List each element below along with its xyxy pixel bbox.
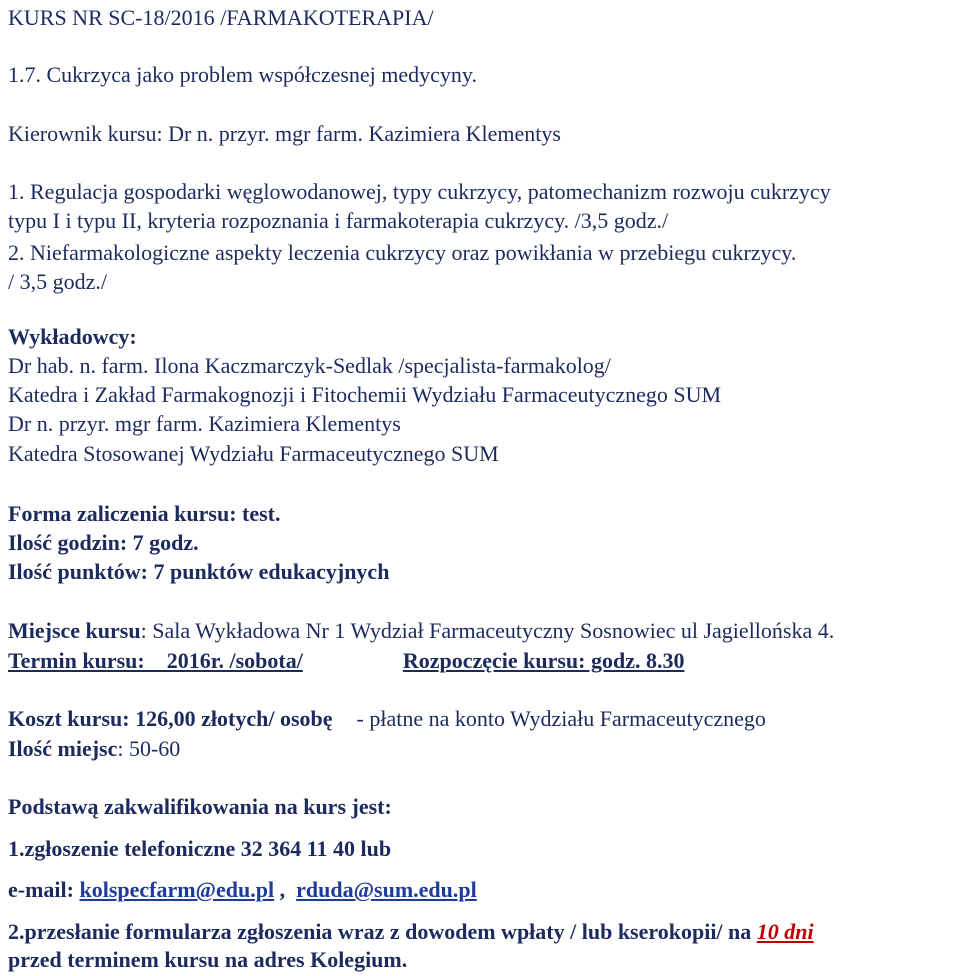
form-line-text: 2.przesłanie formularza zgłoszenia wraz z dowodem wpłaty / lub kserokopii/ na (8, 919, 757, 944)
lecturer-1-unit: Katedra i Zakład Farmakognozji i Fitochemii Wydziału Farmaceutycznego SUM (8, 382, 722, 407)
email-link-rduda[interactable]: rduda@sum.edu.pl (296, 877, 477, 902)
place-value: : Sala Wykładowa Nr 1 Wydział Farmaceutyczny Sosnowiec ul Jagiellońska 4. (140, 618, 835, 643)
hours-count: Ilość godzin: 7 godz. (8, 530, 199, 555)
cost-value: : 126,00 złotych/ osobę (122, 706, 333, 731)
course-title: KURS NR SC-18/2016 /FARMAKOTERAPIA/ (8, 5, 434, 30)
course-director: Kierownik kursu: Dr n. przyr. mgr farm. Kazimiera Klementys (8, 121, 561, 146)
email-label: e-mail: (8, 877, 80, 902)
qualification-form-line-2: przed terminem kursu na adres Kolegium. (8, 947, 408, 972)
deadline-days: 10 dni (756, 919, 814, 944)
lecturers-heading: Wykładowcy: (8, 324, 137, 349)
email-link-kolspecfarm[interactable]: kolspecfarm@edu.pl (79, 877, 275, 902)
topic-1-line-1: 1. Regulacja gospodarki węglowodanowej, typy cukrzycy, patomechanizm rozwoju cukrzycy (8, 179, 831, 204)
topic-2-line-2: / 3,5 godz./ (8, 269, 107, 294)
cost-note: - płatne na konto Wydziału Farmaceutycznego (356, 706, 766, 731)
lecturer-1-name: Dr hab. n. farm. Ilona Kaczmarczyk-Sedlak /specjalista-farmakolog/ (8, 353, 611, 378)
topic-1-line-2: typu I i typu II, kryteria rozpoznania i farmakoterapia cukrzycy. /3,5 godz./ (8, 208, 669, 233)
course-cost (8, 706, 766, 732)
qualification-form-line-1 (8, 919, 814, 945)
seats-label: Ilość miejsc (8, 736, 118, 761)
assessment-form: Forma zaliczenia kursu: test. (8, 501, 281, 526)
qualification-email (8, 877, 477, 903)
place-label: Miejsce kursu (8, 618, 141, 643)
qualification-phone: 1.zgłoszenie telefoniczne 32 364 11 40 lub (8, 836, 392, 861)
lecturer-2-name: Dr n. przyr. mgr farm. Kazimiera Klementys (8, 411, 401, 436)
lecturer-2-unit: Katedra Stosowanej Wydziału Farmaceutycznego SUM (8, 441, 499, 466)
term-label: Termin kursu: 2016r. /sobota/ (8, 648, 303, 673)
seats-value: : 50-60 (117, 736, 181, 761)
qualification-heading: Podstawą zakwalifikowania na kurs jest: (8, 794, 392, 819)
course-topic: 1.7. Cukrzyca jako problem współczesnej medycyny. (8, 62, 477, 87)
topic-2-line-1: 2. Niefarmakologiczne aspekty leczenia cukrzycy oraz powikłania w przebiegu cukrzycy. (8, 240, 797, 265)
seats (8, 736, 180, 762)
cost-label: Koszt kursu (8, 706, 123, 731)
points-count: Ilość punktów: 7 punktów edukacyjnych (8, 559, 390, 584)
course-place (8, 618, 834, 644)
term-start: Rozpoczęcie kursu: godz. 8.30 (402, 648, 685, 673)
course-term (8, 648, 685, 674)
email-separator: , (274, 877, 297, 902)
